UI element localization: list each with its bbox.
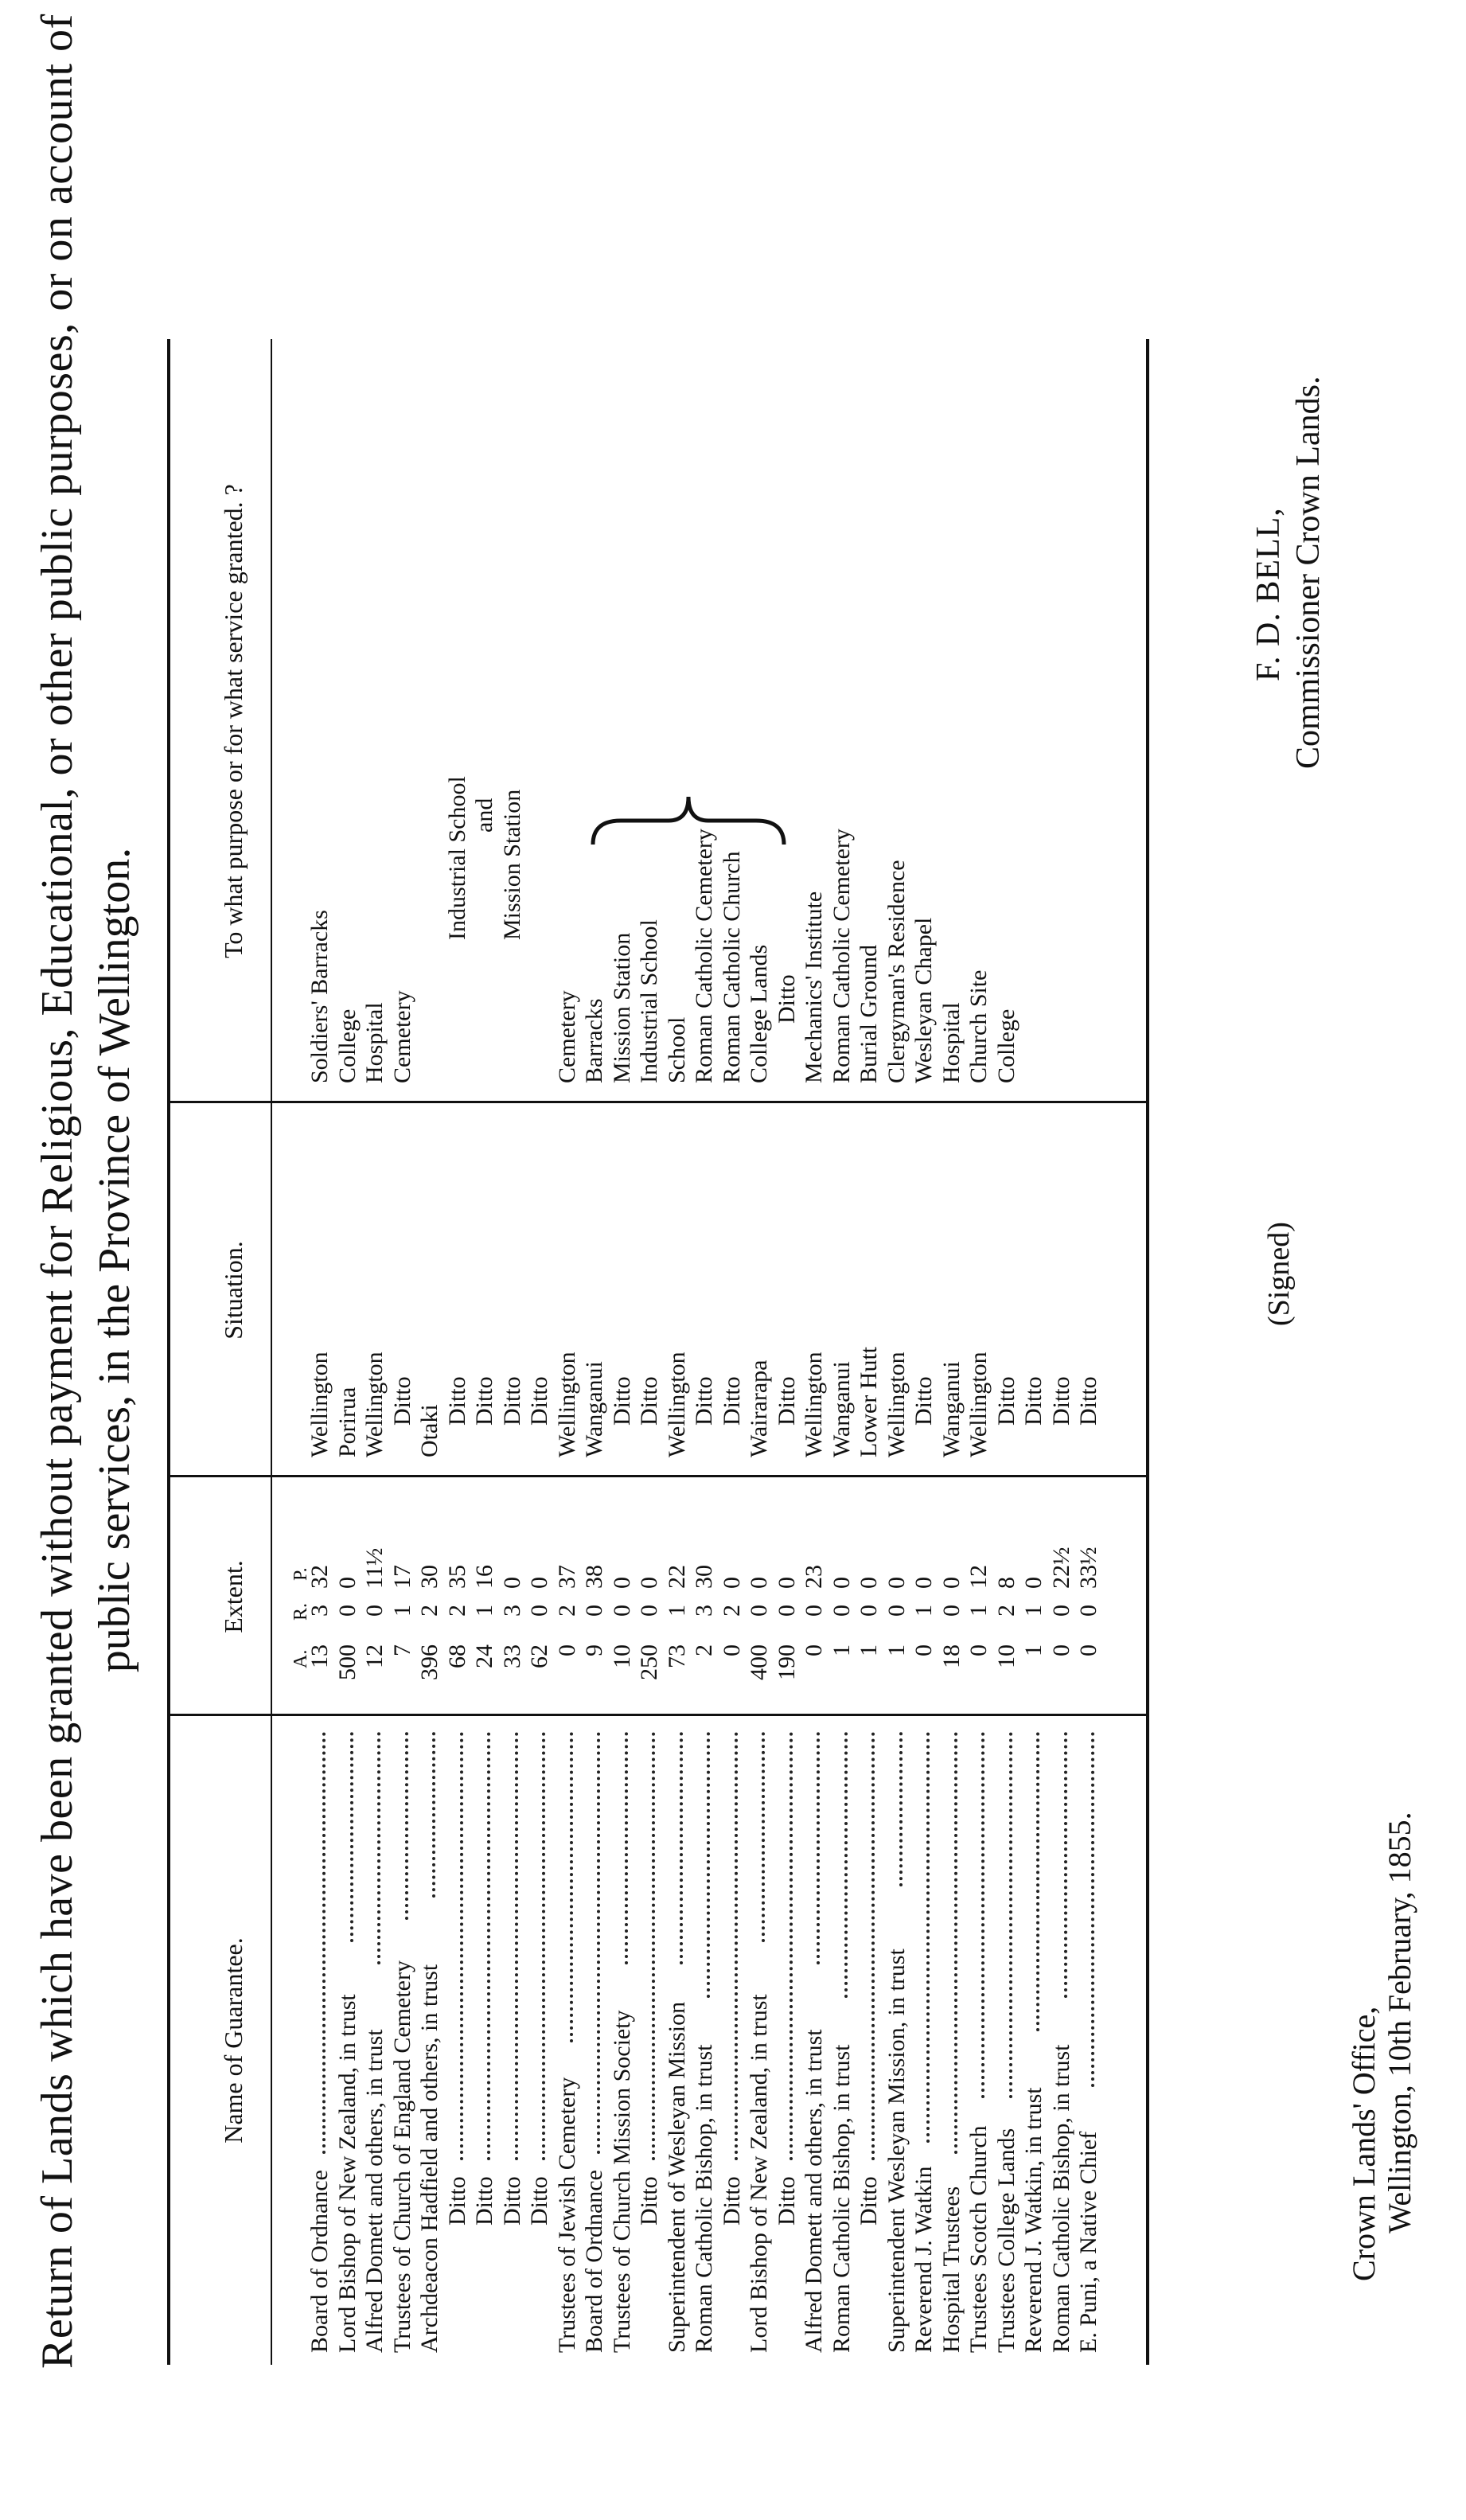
situation: Wellington — [801, 1352, 827, 1457]
grantee-name: Ditto — [636, 2176, 662, 2225]
table-row — [609, 0, 636, 2520]
grantee-name: Reverend J. Watkin — [910, 2166, 937, 2353]
extent-perches: 0 — [828, 1577, 855, 1589]
table-row — [416, 0, 443, 2520]
extent-acres: 1 — [828, 1644, 855, 1656]
extent-roods: 0 — [361, 1605, 388, 1617]
extent-acres: 10 — [992, 1644, 1020, 1668]
extent-roods: 0 — [773, 1605, 800, 1617]
extent-acres: 2 — [691, 1644, 717, 1656]
grantee-name: Superintendent of Wesleyan Mission — [663, 2001, 690, 2353]
extent-roods: 0 — [526, 1605, 552, 1617]
dot-leader — [499, 1732, 518, 2160]
extent-roods: 0 — [938, 1605, 965, 1617]
extent-perches: 8 — [992, 1577, 1020, 1589]
table-row — [664, 0, 691, 2520]
signer-title: Commissioner Crown Lands. — [1290, 376, 1327, 769]
extent-roods: 3 — [498, 1605, 525, 1617]
purpose: Roman Catholic Church — [718, 851, 745, 1083]
extent-acres: 24 — [471, 1644, 497, 1668]
table-row — [526, 0, 553, 2520]
grantee-name: Alfred Domett and others, in trust — [801, 2029, 827, 2353]
purpose: College — [992, 1008, 1020, 1083]
table-row — [691, 0, 718, 2520]
extent-perches: 32 — [306, 1565, 333, 1589]
purpose: Ditto — [773, 974, 800, 1024]
extent-acres: 0 — [1075, 1644, 1101, 1656]
dot-leader — [664, 1732, 683, 1964]
extent-perches: 0 — [746, 1577, 772, 1589]
dot-leader — [636, 1732, 655, 2160]
extent-roods: 1 — [471, 1605, 497, 1617]
grantee-name: Trustees of Jewish Cemetery — [553, 2077, 580, 2353]
table-row — [938, 0, 965, 2520]
extent-roods: 1 — [663, 1605, 690, 1617]
table-row — [1075, 0, 1102, 2520]
table-row — [444, 0, 471, 2520]
extent-roods: 0 — [1075, 1605, 1101, 1617]
extent-roods: 0 — [608, 1605, 635, 1617]
grantee-name: Board of Ordnance — [581, 2170, 607, 2353]
purpose: and — [471, 798, 497, 833]
situation: Wellington — [361, 1352, 388, 1457]
grantee-name: Lord Bishop of New Zealand, in trust — [746, 1994, 772, 2353]
extent-acres: 0 — [1047, 1644, 1074, 1656]
purpose: Church Site — [965, 969, 992, 1083]
grantee-name: Ditto — [856, 2176, 882, 2225]
extent-acres: 1 — [856, 1644, 882, 1656]
extent-acres: 190 — [773, 1644, 800, 1680]
extent-acres: 0 — [718, 1644, 745, 1656]
dot-leader — [1020, 1732, 1039, 2031]
table-row — [774, 0, 801, 2520]
extent-acres: 13 — [306, 1644, 333, 1668]
grantee-name: Ditto — [471, 2176, 497, 2225]
situation: Ditto — [718, 1376, 745, 1426]
purpose: Soldiers' Barracks — [306, 910, 333, 1083]
situation: Ditto — [1075, 1376, 1101, 1426]
dot-leader — [306, 1732, 326, 2154]
extent-perches: 0 — [856, 1577, 882, 1589]
grantee-name: E. Puni, a Native Chief — [1075, 2131, 1101, 2353]
situation: Wellington — [306, 1352, 333, 1457]
table-row — [306, 0, 333, 2520]
dot-leader — [774, 1732, 793, 2160]
situation: Ditto — [526, 1376, 552, 1426]
extent-acres: 7 — [388, 1644, 415, 1656]
table-row — [471, 0, 498, 2520]
extent-perches: 30 — [691, 1565, 717, 1589]
column-header-extent: Extent. — [219, 1560, 248, 1633]
extent-roods: 3 — [306, 1605, 333, 1617]
situation: Ditto — [773, 1376, 800, 1426]
table-row — [719, 0, 746, 2520]
extent-acres: 10 — [608, 1644, 635, 1668]
grantee-name: Archdeacon Hadfield and others, in trust — [416, 1964, 443, 2353]
situation: Otaki — [416, 1404, 443, 1457]
column-header-situation: Situation. — [219, 1241, 248, 1340]
extent-acres: 73 — [663, 1644, 690, 1668]
situation: Wellington — [663, 1352, 690, 1457]
dot-leader — [719, 1732, 738, 2160]
grantee-name: Ditto — [498, 2176, 525, 2225]
column-subheader-acres: A. — [290, 1649, 311, 1668]
extent-roods: 0 — [746, 1605, 772, 1617]
extent-perches: 38 — [581, 1565, 607, 1589]
dot-leader — [444, 1732, 463, 2160]
signer-name: F. D. BELL, — [1250, 507, 1287, 681]
situation: Ditto — [608, 1376, 635, 1426]
extent-perches: 0 — [636, 1577, 662, 1589]
extent-acres: 9 — [581, 1644, 607, 1656]
extent-perches: 22 — [663, 1565, 690, 1589]
extent-perches: 0 — [498, 1577, 525, 1589]
dot-leader — [938, 1732, 957, 2154]
purpose: College Lands — [746, 944, 772, 1083]
extent-roods: 2 — [718, 1605, 745, 1617]
extent-perches: 23 — [801, 1565, 827, 1589]
extent-roods: 0 — [883, 1605, 910, 1617]
extent-acres: 250 — [636, 1644, 662, 1680]
table-row — [334, 0, 361, 2520]
extent-acres: 12 — [361, 1644, 388, 1668]
situation: Ditto — [1047, 1376, 1074, 1426]
situation: Ditto — [636, 1376, 662, 1426]
grantee-name: Lord Bishop of New Zealand, in trust — [333, 1994, 361, 2353]
document-title: Return of Lands which have been granted without payment for Religious, Educational, or other public purposes, or on account of — [33, 14, 82, 2369]
dot-leader — [965, 1732, 984, 2098]
extent-acres: 33 — [498, 1644, 525, 1668]
extent-roods: 0 — [581, 1605, 607, 1617]
extent-acres: 18 — [938, 1644, 965, 1668]
extent-roods: 1 — [1020, 1605, 1047, 1617]
situation: Ditto — [443, 1376, 470, 1426]
signed-label: (Signed) — [1262, 1222, 1296, 1326]
situation: Wanganui — [828, 1361, 855, 1457]
extent-perches: 16 — [471, 1565, 497, 1589]
situation: Ditto — [498, 1376, 525, 1426]
table-row — [361, 0, 388, 2520]
situation: Wanganui — [938, 1361, 965, 1457]
grantee-name: Trustees of Church Mission Society — [608, 2010, 635, 2353]
dot-leader — [883, 1732, 903, 1886]
extent-roods: 1 — [965, 1605, 992, 1617]
purpose: School — [663, 1016, 690, 1083]
dot-leader — [993, 1732, 1012, 2098]
dot-leader — [471, 1732, 490, 2160]
extent-acres: 0 — [553, 1644, 580, 1656]
column-subheader-roods: R. — [290, 1602, 311, 1621]
grantee-name: Ditto — [773, 2176, 800, 2225]
dot-leader — [334, 1732, 353, 1942]
table-row — [856, 0, 883, 2520]
dot-leader — [1075, 1732, 1094, 2087]
purpose: Barracks — [581, 998, 607, 1083]
table-row — [883, 0, 910, 2520]
grantee-name: Hospital Trustees — [938, 2186, 965, 2353]
extent-perches: 11½ — [361, 1547, 388, 1589]
dot-leader — [361, 1732, 380, 1964]
dot-leader — [581, 1732, 600, 2154]
extent-perches: 17 — [388, 1565, 415, 1589]
extent-roods: 0 — [856, 1605, 882, 1617]
extent-perches: 0 — [910, 1577, 937, 1589]
situation: Porirua — [333, 1387, 361, 1457]
purpose: Cemetery — [553, 990, 580, 1083]
dot-leader — [554, 1732, 573, 2042]
extent-acres: 0 — [965, 1644, 992, 1656]
table-row — [746, 0, 773, 2520]
extent-roods: 3 — [691, 1605, 717, 1617]
extent-perches: 0 — [773, 1577, 800, 1589]
table-top-rule — [167, 339, 170, 2365]
dot-leader — [910, 1732, 930, 2143]
grantee-name: Trustees College Lands — [992, 2128, 1020, 2353]
grantee-name: Reverend J. Watkin, in trust — [1020, 2087, 1047, 2353]
column-header-purpose: To what purpose or for what service granted. ? — [219, 484, 248, 958]
situation: Lower Hutt — [856, 1346, 882, 1457]
grantee-name: Alfred Domett and others, in trust — [361, 2029, 388, 2353]
table-row — [965, 0, 992, 2520]
dot-leader — [416, 1732, 435, 1898]
extent-acres: 68 — [443, 1644, 470, 1668]
table-row — [636, 0, 663, 2520]
dot-leader — [746, 1732, 765, 1942]
table-row — [910, 0, 938, 2520]
extent-roods: 2 — [443, 1605, 470, 1617]
grantee-name: Roman Catholic Bishop, in trust — [691, 2044, 717, 2353]
grantee-name: Roman Catholic Bishop, in trust — [1047, 2044, 1074, 2353]
office-name: Crown Lands' Office, — [1346, 2006, 1382, 2281]
situation: Ditto — [691, 1376, 717, 1426]
table-row — [389, 0, 416, 2520]
extent-perches: 0 — [608, 1577, 635, 1589]
brace-icon — [589, 789, 788, 852]
purpose: Clergyman's Residence — [883, 860, 910, 1083]
table-row — [801, 0, 828, 2520]
table-row — [499, 0, 526, 2520]
dot-leader — [526, 1732, 545, 2160]
extent-roods: 0 — [1047, 1605, 1074, 1617]
table-bottom-rule — [1146, 339, 1149, 2365]
extent-acres: 0 — [910, 1644, 937, 1656]
grantee-name: Board of Ordnance — [306, 2170, 333, 2353]
grantee-name: Trustees of Church of England Cemetery — [388, 1960, 415, 2353]
extent-roods: 0 — [801, 1605, 827, 1617]
extent-perches: 12 — [965, 1565, 992, 1589]
situation: Wellington — [965, 1352, 992, 1457]
extent-acres: 62 — [526, 1644, 552, 1668]
extent-roods: 0 — [333, 1605, 361, 1617]
extent-perches: 0 — [1020, 1577, 1047, 1589]
extent-acres: 500 — [333, 1644, 361, 1680]
table-row — [1048, 0, 1075, 2520]
situation: Wanganui — [581, 1361, 607, 1457]
extent-perches: 0 — [333, 1577, 361, 1589]
situation: Ditto — [992, 1376, 1020, 1426]
extent-perches: 37 — [553, 1565, 580, 1589]
table-row — [993, 0, 1020, 2520]
purpose: Roman Catholic Cemetery — [828, 829, 855, 1083]
extent-acres: 1 — [883, 1644, 910, 1656]
extent-roods: 2 — [992, 1605, 1020, 1617]
table-row — [554, 0, 581, 2520]
extent-roods: 2 — [416, 1605, 443, 1617]
extent-perches: 22½ — [1047, 1547, 1074, 1589]
extent-acres: 0 — [801, 1644, 827, 1656]
dot-leader — [389, 1732, 408, 1920]
extent-perches: 35 — [443, 1565, 470, 1589]
grantee-name: Ditto — [718, 2176, 745, 2225]
dot-leader — [801, 1732, 820, 1964]
extent-roods: 1 — [910, 1605, 937, 1617]
table-row — [829, 0, 856, 2520]
office-date: Wellington, 10th February, 1855. — [1382, 1812, 1417, 2233]
situation: Wairarapa — [746, 1359, 772, 1457]
dot-leader — [1048, 1732, 1067, 1998]
extent-acres: 396 — [416, 1644, 443, 1680]
column-header-rule — [271, 339, 272, 2365]
extent-acres: 400 — [746, 1644, 772, 1680]
grantee-name: Superintendent Wesleyan Mission, in trust — [883, 1949, 910, 2353]
extent-acres: 1 — [1020, 1644, 1047, 1656]
document-title-line2: public services, in the Province of Wellington. — [90, 847, 139, 1673]
extent-perches: 30 — [416, 1565, 443, 1589]
purpose: Wesleyan Chapel — [910, 917, 937, 1083]
extent-perches: 33½ — [1075, 1547, 1101, 1589]
purpose: College — [333, 1008, 361, 1083]
column-subheader-perches: P. — [290, 1567, 311, 1581]
dot-leader — [691, 1732, 710, 1998]
situation: Ditto — [910, 1376, 937, 1426]
purpose: Hospital — [938, 1002, 965, 1083]
extent-roods: 0 — [636, 1605, 662, 1617]
situation: Ditto — [471, 1376, 497, 1426]
extent-roods: 0 — [828, 1605, 855, 1617]
column-header-name: Name of Guarantee. — [219, 1937, 248, 2144]
extent-roods: 2 — [553, 1605, 580, 1617]
grantee-name: Ditto — [443, 2176, 470, 2225]
extent-perches: 0 — [938, 1577, 965, 1589]
purpose: Cemetery — [388, 990, 415, 1083]
situation: Ditto — [388, 1376, 415, 1426]
purpose: Mechanics' Institute — [801, 891, 827, 1083]
purpose: Burial Ground — [856, 944, 882, 1083]
situation: Wellington — [553, 1352, 580, 1457]
situation: Ditto — [1020, 1376, 1047, 1426]
extent-roods: 1 — [388, 1605, 415, 1617]
extent-perches: 0 — [718, 1577, 745, 1589]
purpose: Industrial School — [443, 776, 470, 940]
purpose: Roman Catholic Cemetery — [691, 829, 717, 1083]
purpose: Mission Station — [608, 932, 635, 1083]
dot-leader — [829, 1732, 848, 1998]
grantee-name: Ditto — [526, 2176, 552, 2225]
purpose: Hospital — [361, 1002, 388, 1083]
extent-perches: 0 — [526, 1577, 552, 1589]
dot-leader — [609, 1732, 628, 1964]
table-row — [1020, 0, 1047, 2520]
grantee-name: Trustees Scotch Church — [965, 2125, 992, 2353]
situation: Wellington — [883, 1352, 910, 1457]
dot-leader — [856, 1732, 875, 2160]
grantee-name: Roman Catholic Bishop, in trust — [828, 2044, 855, 2353]
table-row — [581, 0, 608, 2520]
extent-perches: 0 — [883, 1577, 910, 1589]
purpose: Mission Station — [498, 789, 525, 940]
purpose: Industrial School — [636, 919, 662, 1083]
